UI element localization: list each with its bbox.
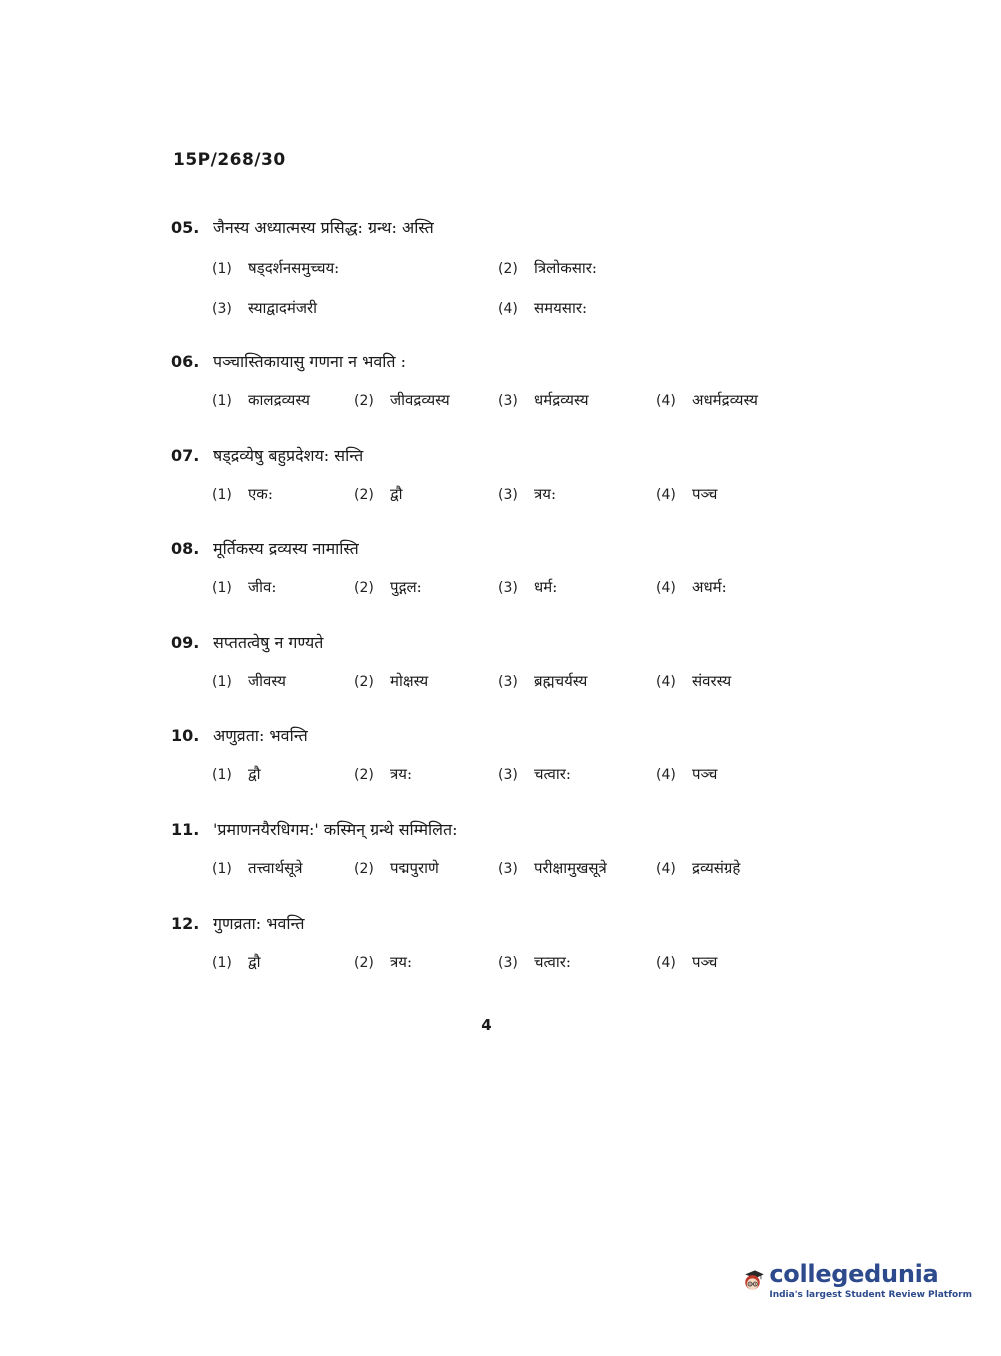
option-1 xyxy=(212,258,339,278)
option-1 xyxy=(212,390,310,410)
option-4 xyxy=(656,484,717,504)
option-text: पद्मपुराणे xyxy=(390,859,439,877)
question-number: 12. xyxy=(171,914,200,933)
option-text: द्वौ xyxy=(248,953,261,971)
option-2 xyxy=(354,390,450,410)
option-text: पञ्च xyxy=(692,953,718,971)
option-number: (3) xyxy=(498,487,518,503)
option-number: (1) xyxy=(212,261,232,277)
option-text: अधर्म: xyxy=(692,578,727,596)
option-text: जीवद्रव्यस्य xyxy=(390,391,450,409)
option-text: पुद्गल: xyxy=(390,578,422,596)
option-number: (2) xyxy=(354,955,374,971)
option-number: (1) xyxy=(212,393,232,409)
option-text: मोक्षस्य xyxy=(390,672,429,690)
option-1 xyxy=(212,484,273,504)
option-text: त्रय: xyxy=(390,765,413,783)
option-3 xyxy=(498,390,589,410)
option-text: द्वौ xyxy=(248,765,261,783)
option-number: (2) xyxy=(354,393,374,409)
option-4 xyxy=(656,671,731,691)
option-1 xyxy=(212,577,276,597)
option-number: (3) xyxy=(498,767,518,783)
option-number: (4) xyxy=(656,674,676,690)
option-3 xyxy=(498,764,571,784)
brand-tagline: India's largest Student Review Platform xyxy=(769,1290,972,1300)
option-number: (3) xyxy=(498,674,518,690)
option-number: (3) xyxy=(212,301,232,317)
option-number: (4) xyxy=(656,580,676,596)
options-row xyxy=(171,390,871,416)
collegedunia-watermark xyxy=(742,1250,972,1310)
option-number: (4) xyxy=(656,487,676,503)
option-text: अधर्मद्रव्यस्य xyxy=(692,391,758,409)
option-text: जीव: xyxy=(248,578,277,596)
option-3 xyxy=(498,577,557,597)
option-1 xyxy=(212,671,286,691)
question-09 xyxy=(171,631,871,697)
option-3 xyxy=(498,858,607,878)
option-number: (4) xyxy=(656,955,676,971)
option-text: पञ्च xyxy=(692,765,718,783)
question-text: जैनस्य अध्यात्मस्य प्रसिद्ध: ग्रन्थ: अस्ति xyxy=(213,218,434,237)
option-number: (4) xyxy=(656,861,676,877)
paper-code: 15P/268/30 xyxy=(173,150,286,170)
option-3 xyxy=(498,671,587,691)
question-text: गुणव्रता: भवन्ति xyxy=(213,914,305,933)
option-number: (4) xyxy=(656,767,676,783)
question-08 xyxy=(171,537,871,603)
option-text: त्रय: xyxy=(390,953,413,971)
option-2 xyxy=(354,577,422,597)
option-text: स्याद्वादमंजरी xyxy=(248,299,318,317)
brand-name: collegedunia xyxy=(769,1260,939,1288)
option-2 xyxy=(354,484,403,504)
question-text: पञ्चास्तिकायासु गणना न भवति : xyxy=(213,352,406,371)
option-1 xyxy=(212,858,303,878)
option-number: (1) xyxy=(212,955,232,971)
option-2 xyxy=(354,952,412,972)
option-text: समयसार: xyxy=(534,299,588,317)
option-number: (2) xyxy=(354,674,374,690)
question-05 xyxy=(171,216,871,324)
question-text: 'प्रमाणनयैरधिगम:' कस्मिन् ग्रन्थे सम्मिलित: xyxy=(213,820,458,839)
option-text: चत्वार: xyxy=(534,953,571,971)
option-number: (1) xyxy=(212,767,232,783)
option-text: त्रिलोकसार: xyxy=(534,259,597,277)
options-row-1 xyxy=(171,258,871,284)
option-text: जीवस्य xyxy=(248,672,286,690)
question-number: 06. xyxy=(171,352,200,371)
option-2 xyxy=(498,258,597,278)
option-number: (2) xyxy=(354,580,374,596)
question-text: सप्ततत्वेषु न गण्यते xyxy=(213,633,324,652)
option-4 xyxy=(498,298,587,318)
question-number: 11. xyxy=(171,820,200,839)
option-number: (2) xyxy=(498,261,518,277)
option-1 xyxy=(212,764,261,784)
options-row xyxy=(171,764,871,790)
option-4 xyxy=(656,390,758,410)
option-3 xyxy=(212,298,317,318)
option-text: परीक्षामुखसूत्रे xyxy=(534,859,607,877)
option-text: षड्दर्शनसमुच्चय: xyxy=(248,259,340,277)
options-row xyxy=(171,577,871,603)
question-06 xyxy=(171,350,871,416)
option-number: (4) xyxy=(656,393,676,409)
option-text: पञ्च xyxy=(692,485,718,503)
option-number: (2) xyxy=(354,861,374,877)
question-number: 08. xyxy=(171,539,200,558)
options-row xyxy=(171,671,871,697)
question-text: षड्द्रव्येषु बहुप्रदेशय: सन्ति xyxy=(213,446,364,465)
option-number: (3) xyxy=(498,580,518,596)
option-number: (2) xyxy=(354,767,374,783)
option-4 xyxy=(656,764,717,784)
option-2 xyxy=(354,764,412,784)
option-text: द्रव्यसंग्रहे xyxy=(692,859,741,877)
option-number: (1) xyxy=(212,674,232,690)
option-text: चत्वार: xyxy=(534,765,571,783)
page-number: 4 xyxy=(481,1016,492,1034)
question-number: 05. xyxy=(171,218,200,237)
option-number: (3) xyxy=(498,393,518,409)
question-number: 10. xyxy=(171,726,200,745)
options-row xyxy=(171,952,871,978)
option-number: (1) xyxy=(212,861,232,877)
option-4 xyxy=(656,577,727,597)
option-number: (3) xyxy=(498,955,518,971)
option-text: द्वौ xyxy=(390,485,403,503)
option-4 xyxy=(656,952,717,972)
options-row xyxy=(171,484,871,510)
options-row xyxy=(171,858,871,884)
question-text: अणुव्रता: भवन्ति xyxy=(213,726,308,745)
option-text: धर्मद्रव्यस्य xyxy=(534,391,589,409)
option-number: (2) xyxy=(354,487,374,503)
option-number: (4) xyxy=(498,301,518,317)
option-text: कालद्रव्यस्य xyxy=(248,391,310,409)
option-1 xyxy=(212,952,261,972)
question-12 xyxy=(171,912,871,978)
option-3 xyxy=(498,952,571,972)
mascot-icon xyxy=(742,1250,765,1310)
options-row-2 xyxy=(171,298,871,324)
option-3 xyxy=(498,484,556,504)
option-number: (3) xyxy=(498,861,518,877)
question-11 xyxy=(171,818,871,884)
option-text: संवरस्य xyxy=(692,672,732,690)
option-text: त्रय: xyxy=(534,485,557,503)
option-2 xyxy=(354,858,439,878)
question-text: मूर्तिकस्य द्रव्यस्य नामास्ति xyxy=(213,539,359,558)
question-10 xyxy=(171,724,871,790)
question-number: 07. xyxy=(171,446,200,465)
option-text: तत्त्वार्थसूत्रे xyxy=(248,859,303,877)
option-text: एक: xyxy=(248,485,273,503)
question-07 xyxy=(171,444,871,510)
option-number: (1) xyxy=(212,487,232,503)
option-text: धर्म: xyxy=(534,578,558,596)
option-number: (1) xyxy=(212,580,232,596)
option-2 xyxy=(354,671,428,691)
option-text: ब्रह्मचर्यस्य xyxy=(534,672,588,690)
option-4 xyxy=(656,858,740,878)
question-number: 09. xyxy=(171,633,200,652)
